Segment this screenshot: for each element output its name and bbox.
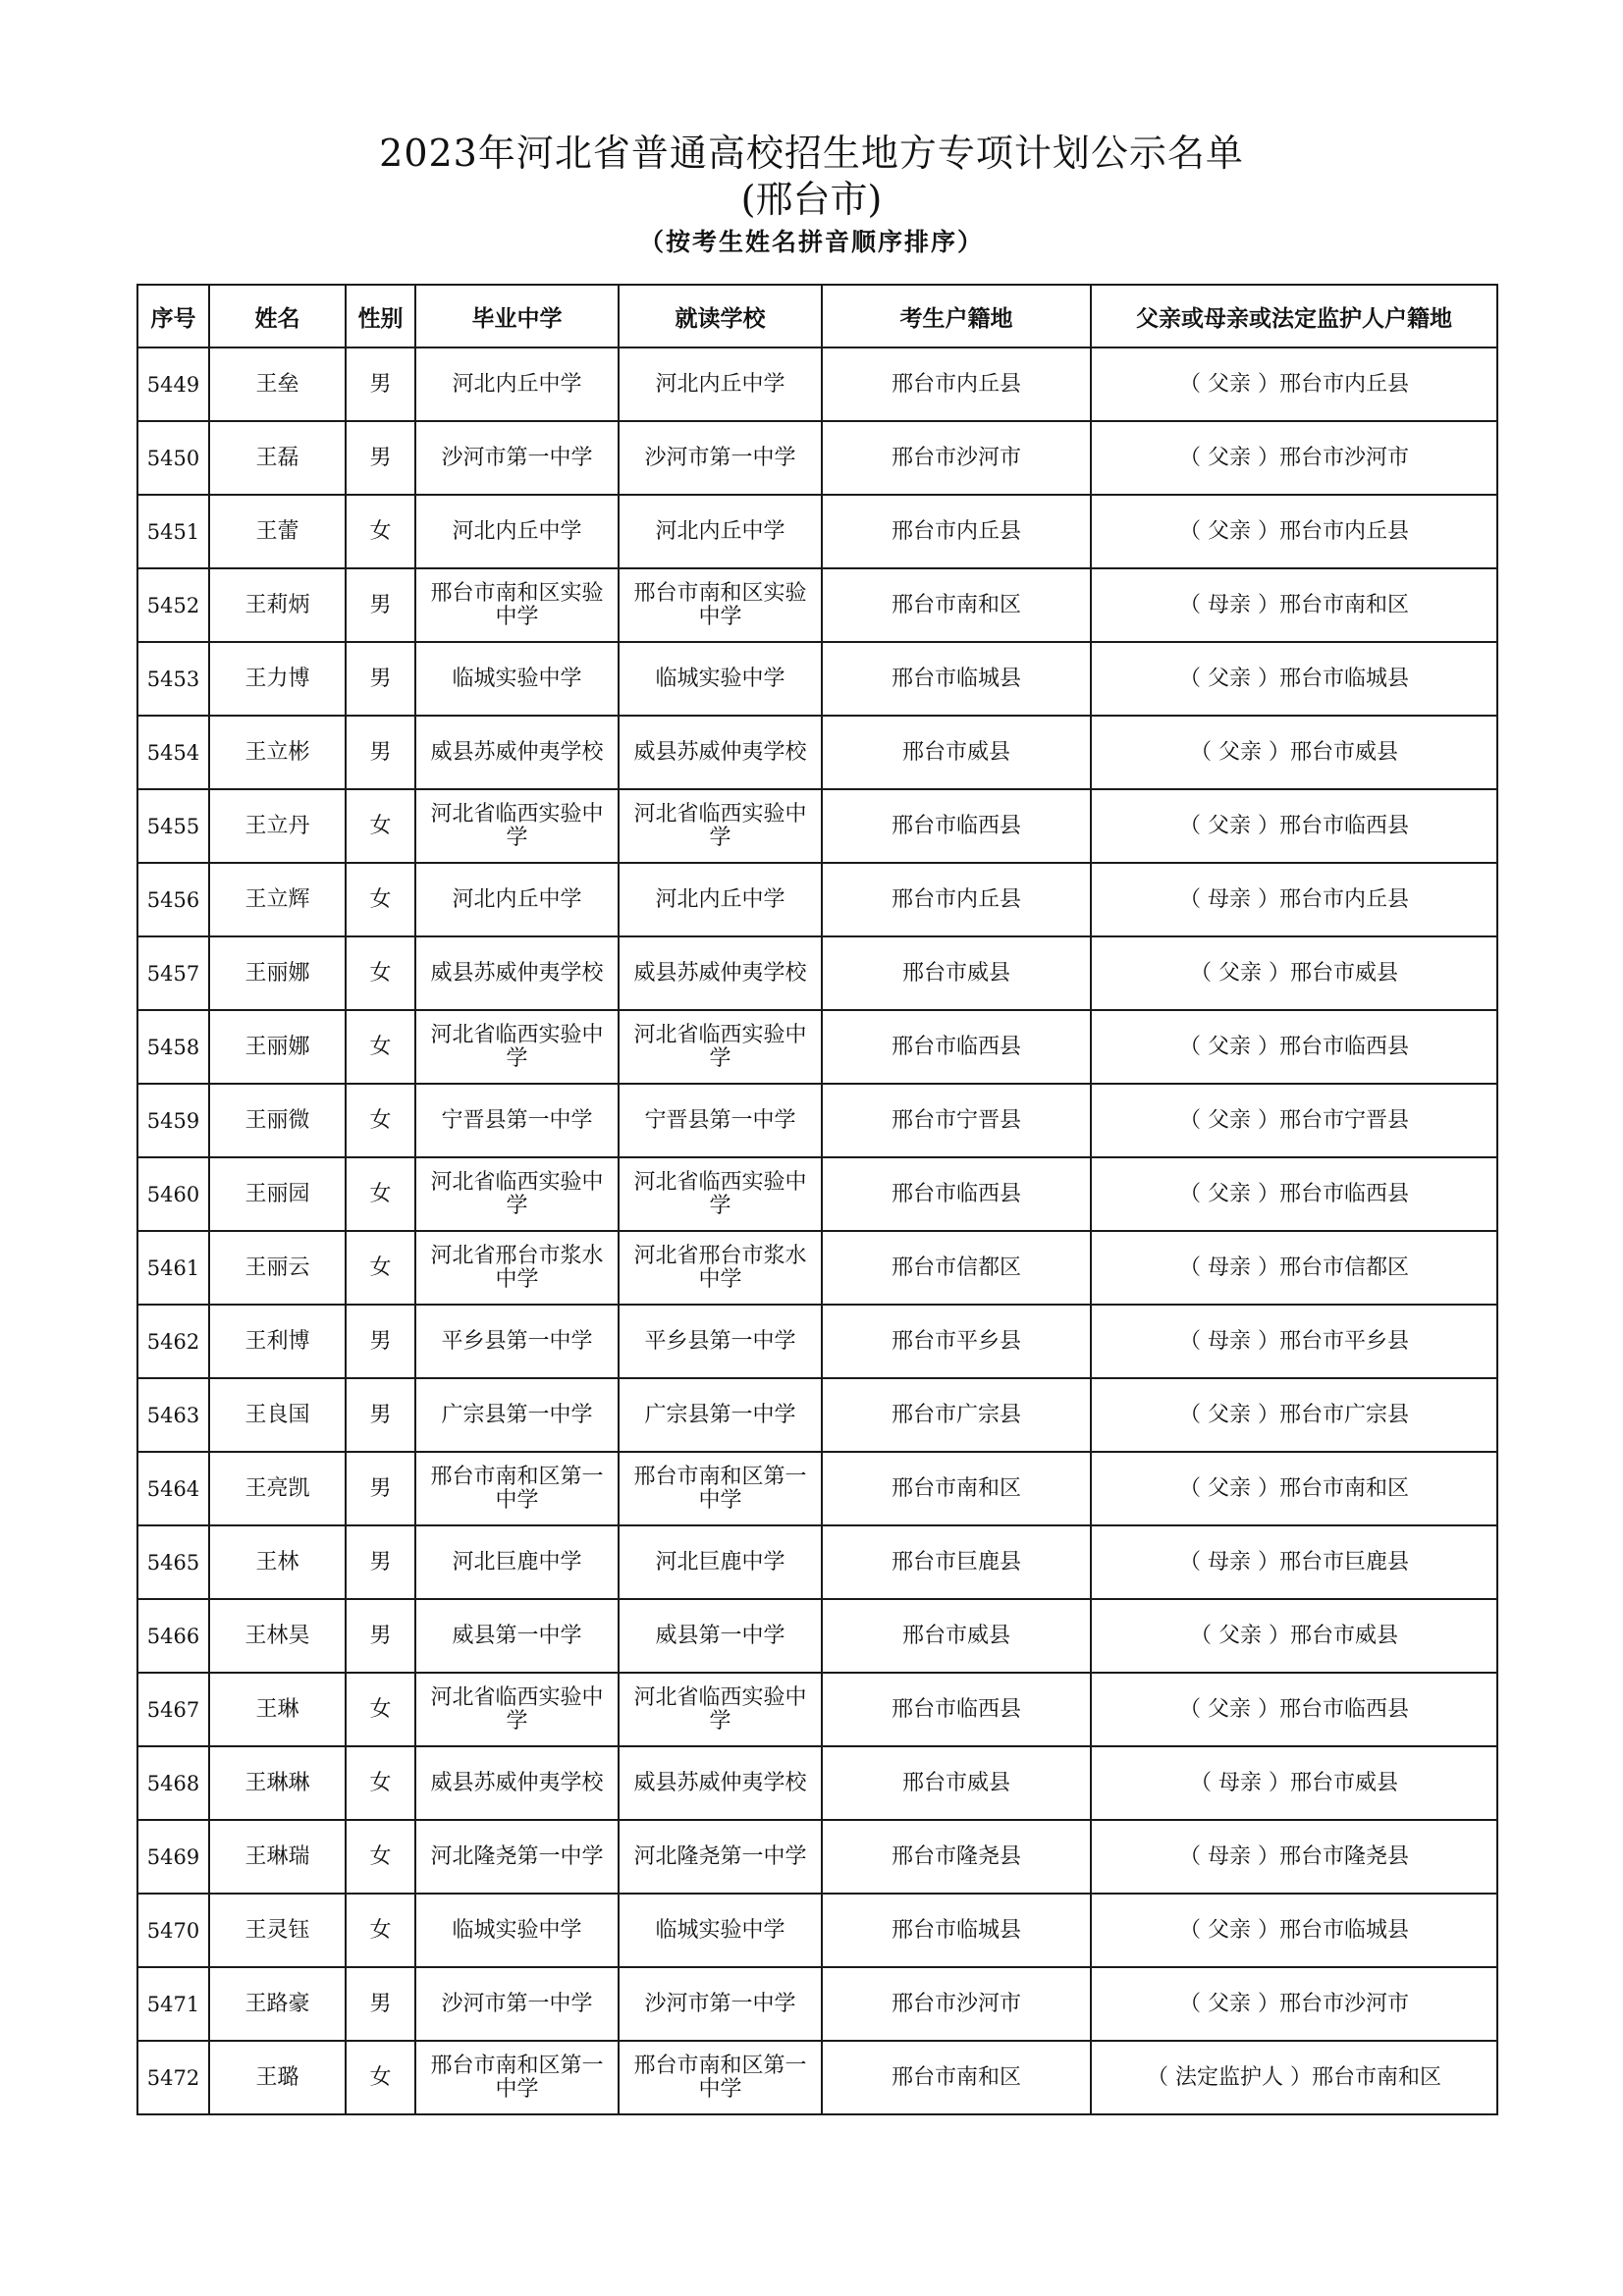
cell-serial: 5452 <box>137 568 209 642</box>
cell-household-registration: 邢台市内丘县 <box>822 863 1091 936</box>
cell-household-registration: 邢台市临城县 <box>822 642 1091 716</box>
table-row <box>137 1894 1497 1967</box>
cell-name: 王垒 <box>209 347 346 421</box>
cell-serial: 5453 <box>137 642 209 716</box>
cell-name: 王丽微 <box>209 1084 346 1157</box>
cell-graduation-school: 威县苏威仲夷学校 <box>415 1746 619 1820</box>
table-row <box>137 1157 1497 1231</box>
cell-graduation-school: 临城实验中学 <box>415 1894 619 1967</box>
cell-name: 王林昊 <box>209 1599 346 1673</box>
cell-gender: 男 <box>346 1378 415 1452</box>
cell-graduation-school: 河北省临西实验中学 <box>415 1010 619 1084</box>
cell-household-registration: 邢台市威县 <box>822 936 1091 1010</box>
table-row <box>137 568 1497 642</box>
cell-household-registration: 邢台市沙河市 <box>822 1967 1091 2041</box>
cell-serial: 5449 <box>137 347 209 421</box>
cell-serial: 5468 <box>137 1746 209 1820</box>
cell-current-school: 河北巨鹿中学 <box>619 1525 822 1599</box>
cell-graduation-school: 邢台市南和区实验中学 <box>415 568 619 642</box>
cell-household-registration: 邢台市平乡县 <box>822 1305 1091 1378</box>
cell-current-school: 威县第一中学 <box>619 1599 822 1673</box>
cell-guardian-registration: （ 母亲 ）邢台市平乡县 <box>1091 1305 1497 1378</box>
cell-guardian-registration: （ 父亲 ）邢台市内丘县 <box>1091 495 1497 568</box>
table-row <box>137 1967 1497 2041</box>
cell-graduation-school: 邢台市南和区第一中学 <box>415 1452 619 1525</box>
cell-serial: 5463 <box>137 1378 209 1452</box>
cell-current-school: 临城实验中学 <box>619 642 822 716</box>
table-row <box>137 1378 1497 1452</box>
cell-graduation-school: 河北省临西实验中学 <box>415 1673 619 1746</box>
cell-name: 王磊 <box>209 421 346 495</box>
cell-gender: 女 <box>346 936 415 1010</box>
cell-name: 王璐 <box>209 2041 346 2114</box>
cell-guardian-registration: （ 父亲 ）邢台市威县 <box>1091 1599 1497 1673</box>
cell-current-school: 河北内丘中学 <box>619 495 822 568</box>
cell-guardian-registration: （ 父亲 ）邢台市临西县 <box>1091 789 1497 863</box>
table-row <box>137 1820 1497 1894</box>
cell-name: 王丽园 <box>209 1157 346 1231</box>
cell-serial: 5454 <box>137 716 209 789</box>
cell-current-school: 邢台市南和区第一中学 <box>619 2041 822 2114</box>
table-row <box>137 1231 1497 1305</box>
cell-guardian-registration: （ 法定监护人 ）邢台市南和区 <box>1091 2041 1497 2114</box>
cell-name: 王亮凯 <box>209 1452 346 1525</box>
cell-name: 王琳琳 <box>209 1746 346 1820</box>
table-row <box>137 1010 1497 1084</box>
header-row <box>137 285 1497 347</box>
cell-gender: 男 <box>346 568 415 642</box>
cell-serial: 5458 <box>137 1010 209 1084</box>
cell-gender: 女 <box>346 1010 415 1084</box>
cell-graduation-school: 邢台市南和区第一中学 <box>415 2041 619 2114</box>
cell-household-registration: 邢台市临西县 <box>822 789 1091 863</box>
cell-household-registration: 邢台市威县 <box>822 1599 1091 1673</box>
cell-name: 王林 <box>209 1525 346 1599</box>
cell-name: 王力博 <box>209 642 346 716</box>
cell-household-registration: 邢台市内丘县 <box>822 495 1091 568</box>
cell-household-registration: 邢台市南和区 <box>822 568 1091 642</box>
cell-name: 王蕾 <box>209 495 346 568</box>
cell-serial: 5459 <box>137 1084 209 1157</box>
cell-serial: 5470 <box>137 1894 209 1967</box>
cell-gender: 男 <box>346 1525 415 1599</box>
cell-graduation-school: 河北省临西实验中学 <box>415 789 619 863</box>
cell-guardian-registration: （ 父亲 ）邢台市临西县 <box>1091 1673 1497 1746</box>
cell-household-registration: 邢台市南和区 <box>822 2041 1091 2114</box>
cell-current-school: 广宗县第一中学 <box>619 1378 822 1452</box>
cell-current-school: 河北内丘中学 <box>619 863 822 936</box>
cell-name: 王丽云 <box>209 1231 346 1305</box>
cell-serial: 5466 <box>137 1599 209 1673</box>
cell-graduation-school: 广宗县第一中学 <box>415 1378 619 1452</box>
cell-serial: 5472 <box>137 2041 209 2114</box>
cell-gender: 男 <box>346 642 415 716</box>
cell-current-school: 河北省邢台市浆水中学 <box>619 1231 822 1305</box>
cell-household-registration: 邢台市临西县 <box>822 1157 1091 1231</box>
table-row <box>137 1525 1497 1599</box>
cell-gender: 女 <box>346 1157 415 1231</box>
table-row <box>137 495 1497 568</box>
cell-graduation-school: 临城实验中学 <box>415 642 619 716</box>
cell-guardian-registration: （ 父亲 ）邢台市内丘县 <box>1091 347 1497 421</box>
cell-current-school: 河北内丘中学 <box>619 347 822 421</box>
cell-name: 王立彬 <box>209 716 346 789</box>
cell-household-registration: 邢台市临西县 <box>822 1010 1091 1084</box>
cell-household-registration: 邢台市临城县 <box>822 1894 1091 1967</box>
header-guardian-registration: 父亲或母亲或法定监护人户籍地 <box>1091 285 1497 347</box>
cell-serial: 5461 <box>137 1231 209 1305</box>
cell-serial: 5462 <box>137 1305 209 1378</box>
cell-current-school: 威县苏威仲夷学校 <box>619 936 822 1010</box>
cell-guardian-registration: （ 母亲 ）邢台市南和区 <box>1091 568 1497 642</box>
cell-gender: 女 <box>346 1894 415 1967</box>
cell-graduation-school: 河北内丘中学 <box>415 495 619 568</box>
cell-guardian-registration: （ 父亲 ）邢台市临西县 <box>1091 1157 1497 1231</box>
cell-guardian-registration: （ 母亲 ）邢台市隆尧县 <box>1091 1820 1497 1894</box>
cell-gender: 女 <box>346 1820 415 1894</box>
cell-serial: 5455 <box>137 789 209 863</box>
cell-gender: 女 <box>346 1746 415 1820</box>
cell-name: 王琳瑞 <box>209 1820 346 1894</box>
cell-gender: 女 <box>346 495 415 568</box>
cell-household-registration: 邢台市广宗县 <box>822 1378 1091 1452</box>
cell-guardian-registration: （ 父亲 ）邢台市广宗县 <box>1091 1378 1497 1452</box>
cell-guardian-registration: （ 母亲 ）邢台市内丘县 <box>1091 863 1497 936</box>
cell-gender: 男 <box>346 1599 415 1673</box>
table-row <box>137 2041 1497 2114</box>
cell-gender: 男 <box>346 1967 415 2041</box>
header-serial: 序号 <box>137 285 209 347</box>
cell-current-school: 平乡县第一中学 <box>619 1305 822 1378</box>
header-gender: 性别 <box>346 285 415 347</box>
table-row <box>137 1305 1497 1378</box>
cell-serial: 5467 <box>137 1673 209 1746</box>
cell-household-registration: 邢台市威县 <box>822 716 1091 789</box>
cell-household-registration: 邢台市内丘县 <box>822 347 1091 421</box>
table-row <box>137 716 1497 789</box>
table-row <box>137 347 1497 421</box>
cell-graduation-school: 威县第一中学 <box>415 1599 619 1673</box>
cell-gender: 女 <box>346 789 415 863</box>
cell-gender: 男 <box>346 1305 415 1378</box>
cell-graduation-school: 沙河市第一中学 <box>415 421 619 495</box>
cell-household-registration: 邢台市信都区 <box>822 1231 1091 1305</box>
cell-gender: 女 <box>346 2041 415 2114</box>
cell-current-school: 河北省临西实验中学 <box>619 1673 822 1746</box>
table-row <box>137 863 1497 936</box>
cell-gender: 女 <box>346 1084 415 1157</box>
cell-serial: 5469 <box>137 1820 209 1894</box>
cell-serial: 5464 <box>137 1452 209 1525</box>
cell-graduation-school: 河北隆尧第一中学 <box>415 1820 619 1894</box>
roster-table <box>136 284 1498 2115</box>
cell-current-school: 河北省临西实验中学 <box>619 789 822 863</box>
cell-gender: 女 <box>346 1231 415 1305</box>
cell-gender: 男 <box>346 1452 415 1525</box>
cell-serial: 5457 <box>137 936 209 1010</box>
cell-name: 王琳 <box>209 1673 346 1746</box>
cell-household-registration: 邢台市威县 <box>822 1746 1091 1820</box>
header-household-registration: 考生户籍地 <box>822 285 1091 347</box>
table-row <box>137 1599 1497 1673</box>
table-row <box>137 1084 1497 1157</box>
cell-household-registration: 邢台市巨鹿县 <box>822 1525 1091 1599</box>
cell-current-school: 河北省临西实验中学 <box>619 1010 822 1084</box>
cell-current-school: 沙河市第一中学 <box>619 421 822 495</box>
cell-gender: 男 <box>346 347 415 421</box>
cell-guardian-registration: （ 父亲 ）邢台市南和区 <box>1091 1452 1497 1525</box>
cell-name: 王立丹 <box>209 789 346 863</box>
cell-serial: 5456 <box>137 863 209 936</box>
table-row <box>137 642 1497 716</box>
cell-gender: 女 <box>346 1673 415 1746</box>
cell-household-registration: 邢台市隆尧县 <box>822 1820 1091 1894</box>
cell-current-school: 河北省临西实验中学 <box>619 1157 822 1231</box>
cell-graduation-school: 沙河市第一中学 <box>415 1967 619 2041</box>
cell-current-school: 临城实验中学 <box>619 1894 822 1967</box>
cell-graduation-school: 河北内丘中学 <box>415 347 619 421</box>
cell-name: 王丽娜 <box>209 936 346 1010</box>
cell-household-registration: 邢台市宁晋县 <box>822 1084 1091 1157</box>
cell-serial: 5465 <box>137 1525 209 1599</box>
cell-serial: 5450 <box>137 421 209 495</box>
header-graduation-school: 毕业中学 <box>415 285 619 347</box>
cell-household-registration: 邢台市南和区 <box>822 1452 1091 1525</box>
cell-guardian-registration: （ 母亲 ）邢台市巨鹿县 <box>1091 1525 1497 1599</box>
cell-gender: 女 <box>346 863 415 936</box>
cell-current-school: 沙河市第一中学 <box>619 1967 822 2041</box>
cell-graduation-school: 宁晋县第一中学 <box>415 1084 619 1157</box>
table-row <box>137 1452 1497 1525</box>
cell-name: 王灵钰 <box>209 1894 346 1967</box>
table-row <box>137 789 1497 863</box>
cell-guardian-registration: （ 父亲 ）邢台市临城县 <box>1091 642 1497 716</box>
cell-guardian-registration: （ 父亲 ）邢台市临西县 <box>1091 1010 1497 1084</box>
cell-graduation-school: 河北省临西实验中学 <box>415 1157 619 1231</box>
document-title: 2023年河北省普通高校招生地方专项计划公示名单 <box>379 132 1244 175</box>
cell-current-school: 宁晋县第一中学 <box>619 1084 822 1157</box>
document-subtitle: (邢台市) <box>740 178 883 221</box>
cell-serial: 5451 <box>137 495 209 568</box>
table-row <box>137 1673 1497 1746</box>
cell-household-registration: 邢台市临西县 <box>822 1673 1091 1746</box>
cell-guardian-registration: （ 母亲 ）邢台市信都区 <box>1091 1231 1497 1305</box>
cell-current-school: 河北隆尧第一中学 <box>619 1820 822 1894</box>
cell-guardian-registration: （ 父亲 ）邢台市沙河市 <box>1091 421 1497 495</box>
cell-guardian-registration: （ 父亲 ）邢台市威县 <box>1091 716 1497 789</box>
cell-guardian-registration: （ 父亲 ）邢台市沙河市 <box>1091 1967 1497 2041</box>
cell-graduation-school: 河北内丘中学 <box>415 863 619 936</box>
cell-name: 王莉炳 <box>209 568 346 642</box>
cell-gender: 男 <box>346 716 415 789</box>
table-row <box>137 1746 1497 1820</box>
cell-guardian-registration: （ 父亲 ）邢台市临城县 <box>1091 1894 1497 1967</box>
cell-household-registration: 邢台市沙河市 <box>822 421 1091 495</box>
cell-name: 王利博 <box>209 1305 346 1378</box>
table-row <box>137 936 1497 1010</box>
cell-name: 王良国 <box>209 1378 346 1452</box>
sort-note: （按考生姓名拼音顺序排序） <box>638 228 984 256</box>
cell-graduation-school: 威县苏威仲夷学校 <box>415 936 619 1010</box>
cell-guardian-registration: （ 父亲 ）邢台市宁晋县 <box>1091 1084 1497 1157</box>
cell-graduation-school: 河北省邢台市浆水中学 <box>415 1231 619 1305</box>
table-row <box>137 421 1497 495</box>
header-current-school: 就读学校 <box>619 285 822 347</box>
header-name: 姓名 <box>209 285 346 347</box>
cell-current-school: 邢台市南和区第一中学 <box>619 1452 822 1525</box>
cell-graduation-school: 平乡县第一中学 <box>415 1305 619 1378</box>
cell-guardian-registration: （ 母亲 ）邢台市威县 <box>1091 1746 1497 1820</box>
cell-name: 王丽娜 <box>209 1010 346 1084</box>
cell-gender: 男 <box>346 421 415 495</box>
cell-name: 王路豪 <box>209 1967 346 2041</box>
cell-current-school: 邢台市南和区实验中学 <box>619 568 822 642</box>
cell-name: 王立辉 <box>209 863 346 936</box>
cell-current-school: 威县苏威仲夷学校 <box>619 716 822 789</box>
cell-graduation-school: 威县苏威仲夷学校 <box>415 716 619 789</box>
cell-graduation-school: 河北巨鹿中学 <box>415 1525 619 1599</box>
cell-serial: 5471 <box>137 1967 209 2041</box>
cell-guardian-registration: （ 父亲 ）邢台市威县 <box>1091 936 1497 1010</box>
cell-current-school: 威县苏威仲夷学校 <box>619 1746 822 1820</box>
cell-serial: 5460 <box>137 1157 209 1231</box>
